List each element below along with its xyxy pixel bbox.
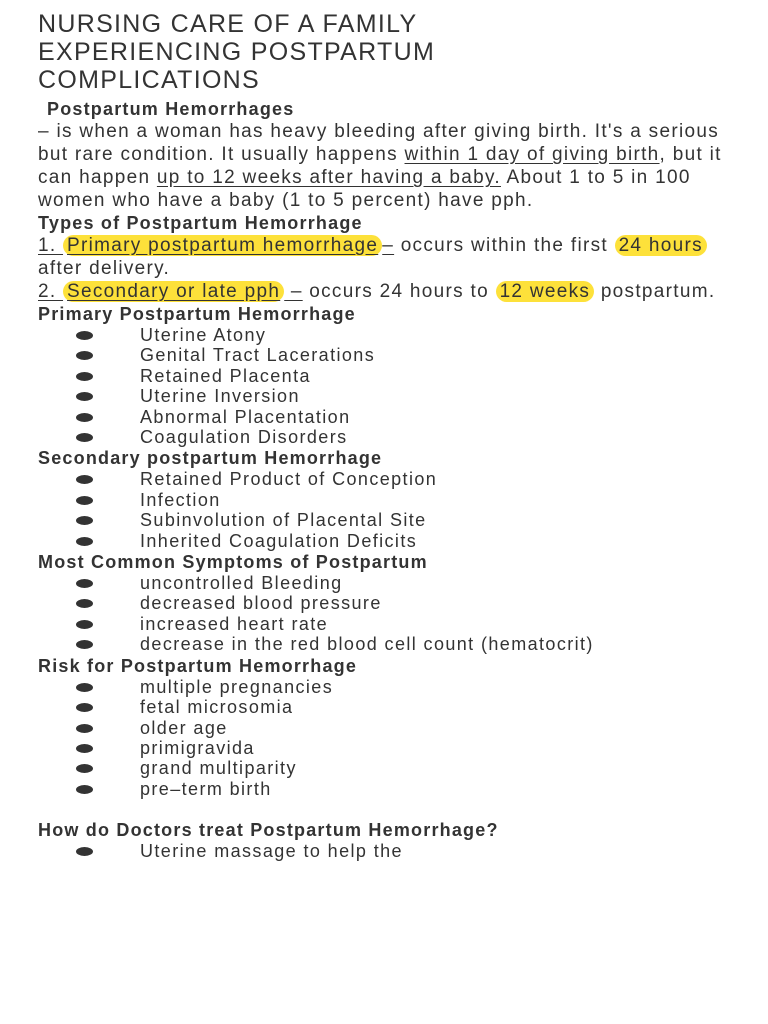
list-item-text: Retained Placenta	[140, 365, 311, 386]
list-item-text: primigravida	[140, 737, 255, 758]
list-item-text: grand multiparity	[140, 758, 297, 779]
type-label-highlight: Secondary or late pph	[63, 281, 284, 302]
bullet-icon	[76, 537, 93, 546]
symptoms-heading: Most Common Symptoms of Postpartum	[38, 552, 428, 573]
list-item	[38, 634, 738, 654]
list-item	[38, 779, 738, 799]
secondary-causes-heading: Secondary postpartum Hemorrhage	[38, 448, 383, 469]
list-item	[38, 593, 738, 613]
bullet-icon	[76, 392, 93, 401]
list-item-text: Uterine Atony	[140, 325, 267, 345]
type-label-highlight: Primary postpartum hemorrhage	[63, 235, 382, 256]
title-line: NURSING CARE OF A FAMILY	[38, 10, 418, 38]
section-gap	[38, 799, 738, 819]
bullet-icon	[76, 724, 93, 733]
list-item-text: multiple pregnancies	[140, 676, 334, 697]
type-text: occurs within the first	[394, 235, 615, 256]
list-item-text: Retained Product of Conception	[140, 469, 438, 490]
type-highlight: 24 hours	[615, 235, 707, 256]
list-item	[38, 469, 738, 489]
intro-text: – is when a woman has heavy bleeding after giving birth. It's a serious but rare condition. It usually happens	[38, 121, 720, 165]
bullet-icon	[76, 785, 93, 794]
list-item-text: Coagulation Disorders	[140, 427, 348, 448]
list-item-text: increased heart rate	[140, 613, 329, 634]
list-item	[38, 697, 738, 717]
list-item-text: Uterine massage to help the	[140, 841, 403, 862]
list-item-text: Infection	[140, 489, 221, 510]
type-text: postpartum.	[594, 281, 716, 302]
list-item-text: Inherited Coagulation Deficits	[140, 530, 418, 551]
bullet-icon	[76, 683, 93, 692]
list-item	[38, 345, 738, 365]
type-number: 1.	[38, 235, 64, 256]
list-item	[38, 427, 738, 447]
bullet-icon	[76, 620, 93, 629]
list-item-text: uncontrolled Bleeding	[140, 573, 343, 594]
bullet-icon	[76, 764, 93, 773]
list-item	[38, 386, 738, 406]
list-item	[38, 573, 738, 593]
bullet-icon	[76, 599, 93, 608]
list-item-text: decrease in the red blood cell count (hematocrit)	[140, 634, 594, 655]
list-item	[38, 325, 738, 345]
list-item-text: pre–term birth	[140, 778, 272, 799]
bullet-icon	[76, 413, 93, 422]
bullet-icon	[76, 433, 93, 442]
treatment-list	[38, 841, 738, 861]
title-line: EXPERIENCING POSTPARTUM	[38, 38, 436, 66]
intro-underline: up to 12 weeks after having a baby.	[156, 167, 501, 188]
intro-text: , but it can happen	[38, 144, 722, 188]
bullet-icon	[76, 351, 93, 360]
bullet-icon	[76, 496, 93, 505]
bullet-icon	[76, 640, 93, 649]
type-dash: –	[382, 235, 395, 256]
intro-heading: Postpartum Hemorrhages	[47, 99, 295, 119]
bullet-icon	[76, 579, 93, 588]
list-item	[38, 718, 738, 738]
type-text: occurs 24 hours to	[302, 281, 496, 302]
bullet-icon	[76, 475, 93, 484]
primary-causes-heading: Primary Postpartum Hemorrhage	[38, 304, 356, 324]
list-item	[38, 366, 738, 386]
symptoms-list	[38, 573, 738, 655]
list-item-text: fetal microsomia	[140, 697, 294, 718]
bullet-icon	[76, 331, 93, 340]
intro-underline: within 1 day of giving birth	[404, 144, 660, 165]
bullet-icon	[76, 372, 93, 381]
title-line: COMPLICATIONS	[38, 66, 261, 94]
type-dash: –	[284, 281, 303, 302]
intro-text: About 1 to 5 in 100 women who have a baby (1 to 5 percent) have pph.	[38, 167, 691, 211]
list-item	[38, 490, 738, 510]
primary-causes-list	[38, 325, 738, 447]
list-item	[38, 510, 738, 530]
list-item-text: Subinvolution of Placental Site	[140, 510, 427, 531]
type-highlight: 12 weeks	[496, 281, 595, 302]
type-text: after delivery.	[38, 258, 171, 279]
document-page	[38, 10, 738, 862]
secondary-causes-list	[38, 469, 738, 551]
list-item-text: older age	[140, 717, 228, 738]
type-primary-line	[38, 234, 738, 280]
list-item-text: Uterine Inversion	[140, 386, 300, 407]
intro-paragraph	[38, 120, 738, 212]
list-item	[38, 677, 738, 697]
bullet-icon	[76, 744, 93, 753]
bullet-icon	[76, 703, 93, 712]
document-title	[38, 10, 738, 94]
list-item-text: decreased blood pressure	[140, 593, 382, 614]
bullet-icon	[76, 516, 93, 525]
list-item	[38, 531, 738, 551]
type-secondary-line	[38, 280, 738, 303]
list-item-text: Abnormal Placentation	[140, 406, 351, 427]
list-item	[38, 758, 738, 778]
list-item	[38, 614, 738, 634]
types-heading: Types of Postpartum Hemorrhage	[38, 213, 363, 233]
type-number: 2.	[38, 281, 64, 302]
treatment-heading: How do Doctors treat Postpartum Hemorrhage?	[38, 820, 499, 841]
bullet-icon	[76, 847, 93, 856]
risks-heading: Risk for Postpartum Hemorrhage	[38, 655, 358, 676]
risks-list	[38, 677, 738, 799]
list-item	[38, 841, 738, 861]
list-item	[38, 407, 738, 427]
list-item	[38, 738, 738, 758]
list-item-text: Genital Tract Lacerations	[140, 345, 376, 366]
